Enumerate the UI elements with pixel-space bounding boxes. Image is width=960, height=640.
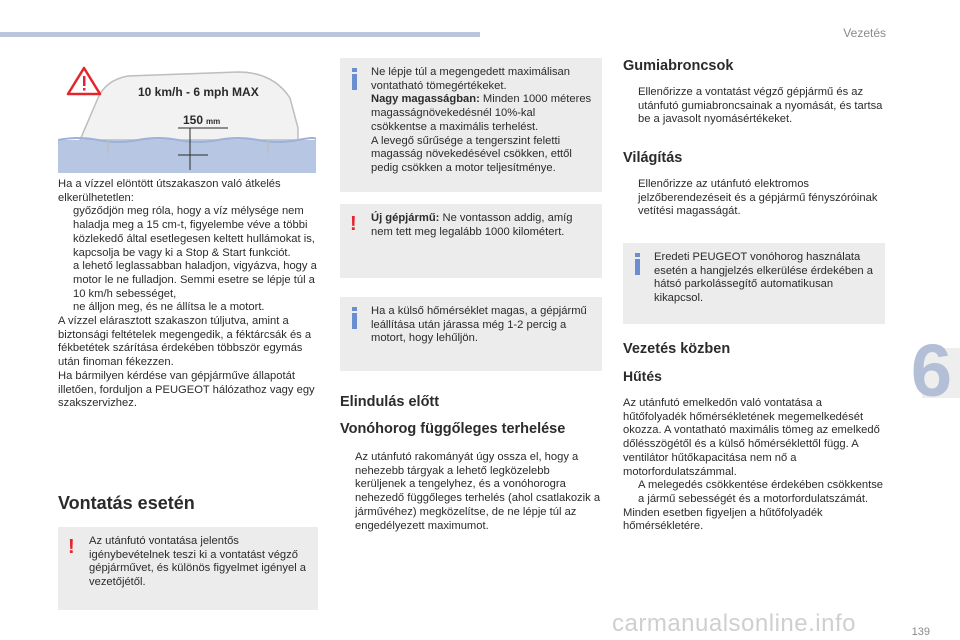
info-icon xyxy=(635,253,640,275)
water-crossing-text xyxy=(58,178,320,411)
altitude-info-box: Ne lépje túl a megengedett maximálisan vontatható tömegértékeket. Nagy magasságban: Minden 1000 méteres magasságnövekedésnél 10%-kal csökkentse a maximális terhelést. A levegő sűrűsége a tengerszint feletti magasság növekedésével csökken, ettől pedig csökken a motor teljesítménye. xyxy=(340,58,602,192)
tow-load-text: Az utánfutó rakományát úgy ossza el, hogy a nehezebb tárgyak a lehető legközelebb kerüljenek a tengelyhez, és a vonóhorogra nehezedő függőleges terhelés (ahol csatlakozik a járművéhez) megközelítse, de ne lépje túl az engedélyezett maximumot. xyxy=(355,451,601,532)
list-item: kapcsolja be vagy ki a Stop & Start funkciót. xyxy=(73,246,291,259)
lighting-text: Ellenőrizze az utánfutó elektromos jelzőberendezéseit és a gépjármű fényszóróinak vetítési magasságát. xyxy=(638,178,878,218)
lighting-heading: Világítás xyxy=(623,150,683,166)
depth-value: 150 xyxy=(183,113,204,127)
tow-load-heading: Vonóhorog függőleges terhelése xyxy=(340,421,566,437)
depth-unit: mm xyxy=(206,117,221,126)
header-bar xyxy=(0,32,480,37)
towing-warning-text: Az utánfutó vontatása jelentős igénybevételnek teszi ki a vontatást végző gépjárművet, és különös figyelmet igényel a vezetőjétől. xyxy=(89,535,307,589)
braking-paragraph: A vízzel elárasztott szakaszon túljutva, amint a biztonsági feltételek megengedik, a féktárcsák és a fékbetétek szárítása érdekében többször egymás után finoman fékezzen. xyxy=(58,315,312,369)
info-icon xyxy=(352,68,357,90)
towing-warning-box xyxy=(58,527,318,610)
cooling-text: Az utánfutó emelkedőn való vontatása a hűtőfolyadék hőmérsékletének megemelkedését okozza. A vontatható maximális tömeg az emelkedő dőlésszögétől és a külső hőmérséklettől függ. A ventilátor hűtőkapacitása nem nő a motorfordulatszámmal. A melegedés csökkentése érdekében csökkentse a jármű sebességét és a motorfordulatszámát. Minden esetben figyeljen a hűtőfolyadék hőmérsékletére. xyxy=(623,397,884,533)
before-start-heading: Elindulás előtt xyxy=(340,394,440,410)
chapter-number: 6 xyxy=(910,329,952,412)
list-item: A melegedés csökkentése érdekében csökkentse a jármű sebességét és a motorfordulatszámát. xyxy=(638,479,884,505)
while-driving-heading: Vezetés közben xyxy=(623,341,731,357)
contact-paragraph: Ha bármilyen kérdése van gépjárműve állapotát illetően, forduljon a PEUGEOT hálózathoz vagy egy szakszervizhez. xyxy=(58,369,315,410)
info-icon xyxy=(352,307,357,329)
cooling-heading: Hűtés xyxy=(623,368,662,384)
engine-cooling-info-box: Ha a külső hőmérséklet magas, a gépjármű leállítása után járassa még 1-2 percig a motort, hogy lehűljön. xyxy=(340,297,602,371)
warning-icon: ! xyxy=(350,213,357,235)
speed-label: 10 km/h - 6 mph MAX xyxy=(138,85,259,99)
tires-text: Ellenőrizze a vontatást végző gépjármű és az utánfutó gumiabroncsainak a nyomását, és tartsa be a javasolt nyomásértékeket. xyxy=(638,86,883,126)
water-crossing-illustration xyxy=(58,58,316,173)
towbar-info-box: Eredeti PEUGEOT vonóhorog használata esetén a hangjelzés elkerülése érdekében a hátsó parkolássegítő automatikusan kikapcsol. xyxy=(623,243,885,324)
watermark: carmanualsonline.info xyxy=(612,610,856,637)
tires-heading: Gumiabroncsok xyxy=(623,58,734,74)
warning-icon: ! xyxy=(68,536,75,558)
list-item xyxy=(340,451,602,533)
new-vehicle-warning-box: ! Új gépjármű: Ne vontasson addig, amíg nem tett meg legalább 1000 kilométert. xyxy=(340,204,602,278)
list-item xyxy=(623,86,885,127)
intro-paragraph: Ha a vízzel elöntött útszakaszon való átkelés elkerülhetetlen: xyxy=(58,178,281,204)
list-item xyxy=(623,178,885,219)
list-item: győződjön meg róla, hogy a víz mélysége nem haladja meg a 15 cm-t, figyelembe véve a többi közlekedő által esetlegesen keltett hullámokat is, xyxy=(73,205,315,245)
list-item: a lehető leglassabban haladjon, vigyázva, hogy a motor le ne fulladjon. Semmi esetre se lépje túl a 10 km/h sebességet, xyxy=(73,260,317,300)
page-number: 139 xyxy=(911,626,930,638)
car-in-water-drawing xyxy=(58,58,316,173)
towing-heading: Vontatás esetén xyxy=(58,493,195,513)
section-title: Vezetés xyxy=(843,26,886,40)
list-item: ne álljon meg, és ne állítsa le a motort. xyxy=(73,301,265,314)
